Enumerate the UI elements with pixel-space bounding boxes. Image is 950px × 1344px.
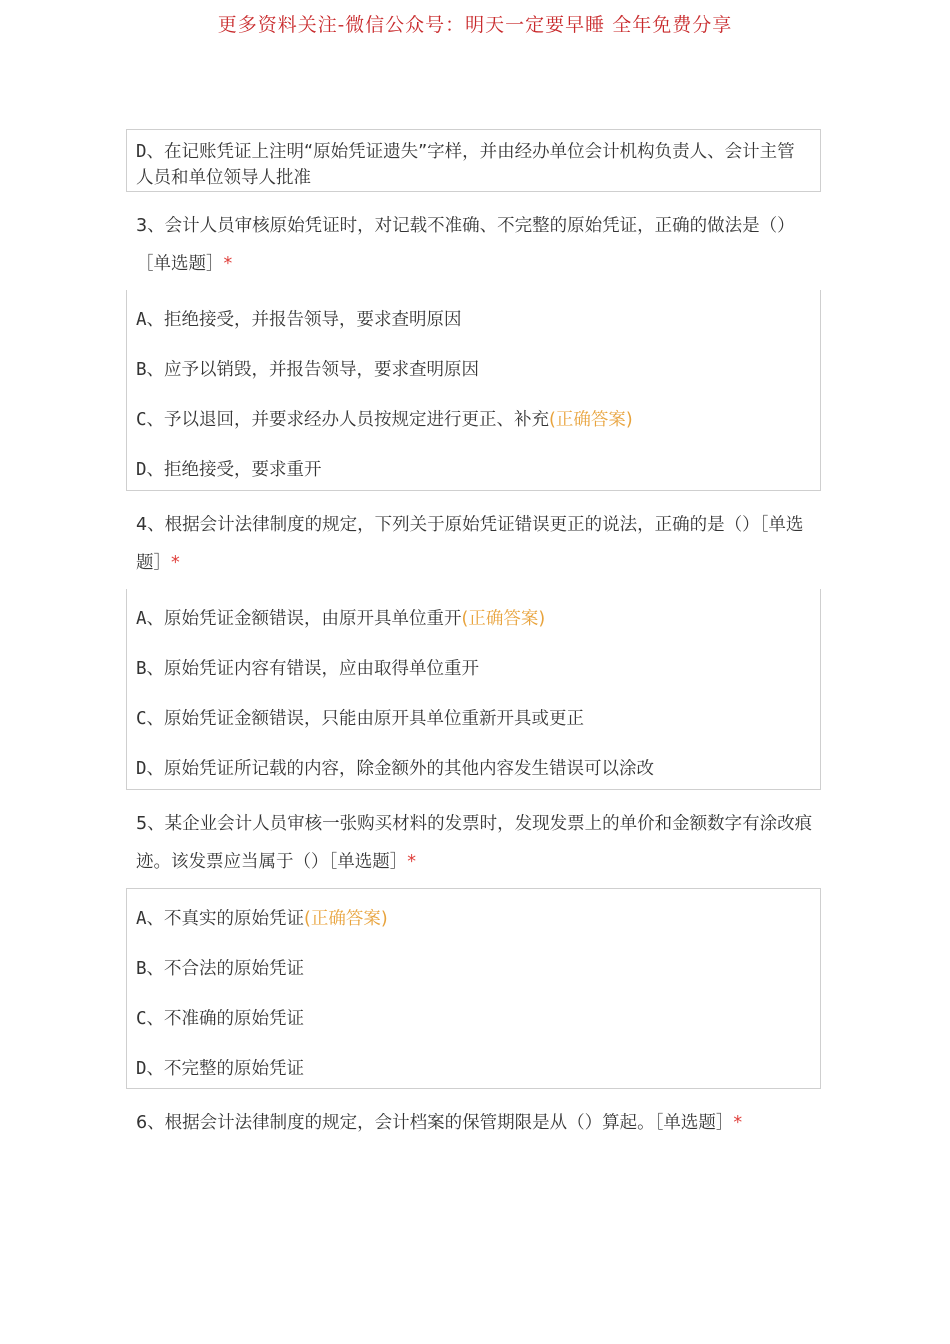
option-letter: C	[136, 1009, 147, 1029]
option-letter: A	[136, 609, 147, 629]
option-letter: B	[136, 360, 147, 380]
question-4	[136, 506, 816, 582]
option-c[interactable]	[136, 706, 584, 732]
required-star: *	[223, 254, 233, 274]
option-box-prev	[126, 129, 821, 192]
option-letter: D	[136, 142, 147, 162]
option-text: 、应予以销毁，并报告领导，要求查明原因	[146, 360, 480, 380]
question-text: 4、根据会计法律制度的规定，下列关于原始凭证错误更正的说法，正确的是（）［单选题］	[136, 515, 804, 573]
option-box-q4	[126, 589, 821, 790]
option-letter: B	[136, 659, 147, 679]
option-text: 、不完整的原始凭证	[146, 1059, 305, 1079]
option-a[interactable]	[136, 606, 545, 632]
correct-answer-tag: (正确答案)	[461, 609, 546, 629]
option-letter: D	[136, 759, 147, 779]
option-text: 、原始凭证金额错误，只能由原开具单位重新开具或更正	[146, 709, 585, 729]
option-d[interactable]	[136, 756, 654, 782]
option-letter: D	[136, 1059, 147, 1079]
option-letter: B	[136, 959, 147, 979]
option-text: 、原始凭证内容有错误，应由取得单位重开	[146, 659, 480, 679]
option-text: 、在记账凭证上注明“原始凭证遗失”字样，并由经办单位会计机构负责人、会计主管人员和单位领导人批准	[136, 142, 795, 188]
option-b[interactable]	[136, 656, 479, 682]
option-letter: C	[136, 410, 147, 430]
option-d[interactable]	[136, 1056, 304, 1082]
option-text: 、原始凭证所记载的内容，除金额外的其他内容发生错误可以涂改	[146, 759, 655, 779]
option-text: 、不准确的原始凭证	[146, 1009, 305, 1029]
option-letter: A	[136, 909, 147, 929]
required-star: *	[171, 553, 180, 573]
option-a[interactable]	[136, 906, 388, 932]
required-star: *	[733, 1113, 743, 1133]
question-text: 5、某企业会计人员审核一张购买材料的发票时，发现发票上的单价和金额数字有涂改痕迹。该发票应当属于（）［单选题］	[136, 814, 813, 872]
option-text: 、拒绝接受，要求重开	[146, 460, 322, 480]
option-text: 、不合法的原始凭证	[146, 959, 305, 979]
option-c[interactable]	[136, 1006, 304, 1032]
option-text: 、不真实的原始凭证	[146, 909, 305, 929]
option-text: 、原始凭证金额错误，由原开具单位重开	[146, 609, 462, 629]
option-letter: C	[136, 709, 147, 729]
header-banner: 更多资料关注-微信公众号：明天一定要早睡 全年免费分享	[217, 14, 733, 36]
question-6	[136, 1104, 816, 1142]
option-b[interactable]	[136, 357, 479, 383]
option-letter: A	[136, 310, 147, 330]
option-text: 、拒绝接受，并报告领导，要求查明原因	[146, 310, 462, 330]
option-letter: D	[136, 460, 147, 480]
question-text: 3、会计人员审核原始凭证时，对记载不准确、不完整的原始凭证，正确的做法是（）［单选题］	[136, 216, 795, 274]
question-5	[136, 805, 816, 881]
option-b[interactable]	[136, 956, 304, 982]
question-3	[136, 207, 816, 283]
option-c[interactable]	[136, 407, 633, 433]
option-box-q5	[126, 888, 821, 1089]
option-d[interactable]	[136, 457, 322, 483]
required-star: *	[407, 852, 416, 872]
correct-answer-tag: (正确答案)	[304, 909, 388, 929]
option-item[interactable]	[136, 139, 811, 191]
option-box-q3	[126, 290, 821, 491]
option-a[interactable]	[136, 307, 462, 333]
question-text: 6、根据会计法律制度的规定，会计档案的保管期限是从（）算起。［单选题］	[136, 1113, 734, 1133]
correct-answer-tag: (正确答案)	[549, 410, 633, 430]
option-text: 、予以退回，并要求经办人员按规定进行更正、补充	[146, 410, 550, 430]
